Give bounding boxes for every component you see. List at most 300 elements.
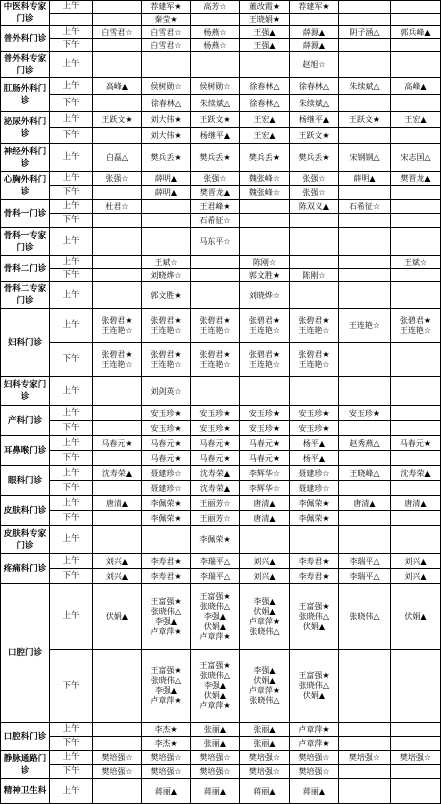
schedule-cell: 樊兵丢★ <box>290 144 339 172</box>
schedule-cell: 杨平▲ <box>290 451 339 466</box>
schedule-cell: 杨继平▲ <box>191 128 240 144</box>
schedule-cell <box>142 214 191 228</box>
schedule-cell <box>339 723 391 737</box>
schedule-cell: 薛明▲ <box>142 186 191 200</box>
schedule-cell: 安玉珍★ <box>290 406 339 421</box>
schedule-cell <box>290 584 339 650</box>
session-period: 下午 <box>50 511 93 526</box>
department-name: 骨科一专家门诊 <box>1 228 50 256</box>
schedule-cell <box>391 228 441 256</box>
schedule-row <box>1 723 441 737</box>
schedule-cell <box>93 650 142 723</box>
schedule-cell <box>191 256 240 269</box>
schedule-cell: 李杰★ <box>142 723 191 737</box>
schedule-cell <box>93 52 142 78</box>
session-period: 下午 <box>50 186 93 200</box>
schedule-cell: 唐清▲ <box>240 511 290 526</box>
schedule-cell: 樊培强☆ <box>240 765 290 779</box>
department-name: 心胸外科门诊 <box>1 172 50 200</box>
schedule-cell: 樊兵丢★ <box>142 144 191 172</box>
schedule-cell: 聂建珍☆ <box>290 466 339 481</box>
schedule-cell: 蒋丽▲ <box>290 779 339 804</box>
schedule-cell: 刘大伟★ <box>142 112 191 128</box>
schedule-cell: 白雪君☆ <box>93 26 142 39</box>
doctor-name: 王富强★ <box>150 596 182 606</box>
department-name: 中医科专家门诊 <box>1 1 50 26</box>
schedule-cell <box>93 186 142 200</box>
schedule-cell: 聂建珍☆ <box>142 466 191 481</box>
schedule-cell <box>391 282 441 309</box>
schedule-row <box>1 26 441 39</box>
schedule-cell <box>290 309 339 343</box>
schedule-cell <box>391 451 441 466</box>
session-period: 上午 <box>50 200 93 214</box>
department-name: 眼科门诊 <box>1 466 50 496</box>
schedule-cell <box>93 377 142 406</box>
doctor-name: 李强▲ <box>203 681 227 690</box>
schedule-cell <box>290 13 339 26</box>
session-period: 下午 <box>50 481 93 496</box>
schedule-cell <box>339 52 391 78</box>
schedule-cell: 李寿君★ <box>290 569 339 584</box>
schedule-cell <box>339 13 391 26</box>
schedule-cell <box>339 186 391 200</box>
schedule-cell <box>191 13 240 26</box>
schedule-cell: 马春元★ <box>93 436 142 451</box>
schedule-cell <box>93 228 142 256</box>
doctor-name: 李强▲ <box>253 666 276 675</box>
schedule-cell <box>391 406 441 421</box>
doctor-name: 王富强★ <box>199 661 231 670</box>
schedule-row <box>1 765 441 779</box>
schedule-row <box>1 128 441 144</box>
schedule-cell <box>142 526 191 554</box>
schedule-cell: 马春元★ <box>191 436 240 451</box>
schedule-row <box>1 584 441 650</box>
session-period: 上午 <box>50 1 93 14</box>
schedule-cell: 王强▲ <box>240 26 290 39</box>
doctor-name: 王富强★ <box>199 591 231 601</box>
schedule-cell <box>339 526 391 554</box>
doctor-name: 卢章萍★ <box>199 701 231 710</box>
schedule-row <box>1 269 441 282</box>
doctor-name: 王连艳☆ <box>199 359 231 369</box>
doctor-name: 张碧君★ <box>199 315 231 325</box>
schedule-cell: 刘兴▲ <box>93 554 142 569</box>
doctor-name: 张晓伟△ <box>298 611 330 621</box>
schedule-row <box>1 95 441 112</box>
doctor-name: 张晓伟△ <box>298 681 330 690</box>
schedule-cell: 安玉珍★ <box>142 421 191 436</box>
session-period: 下午 <box>50 343 93 377</box>
schedule-cell: 王斌☆ <box>391 256 441 269</box>
schedule-cell <box>339 282 391 309</box>
schedule-cell: 樊培强☆ <box>240 751 290 765</box>
schedule-cell <box>391 128 441 144</box>
schedule-cell: 张丽▲ <box>191 723 240 737</box>
schedule-cell <box>391 269 441 282</box>
schedule-cell: 白雪君☆ <box>142 39 191 52</box>
schedule-cell: 王强▲ <box>240 39 290 52</box>
schedule-cell <box>339 228 391 256</box>
schedule-cell: 李辉华☆ <box>240 481 290 496</box>
schedule-cell <box>391 737 441 751</box>
session-period: 上午 <box>50 723 93 737</box>
schedule-cell: 樊晋龙▲ <box>391 172 441 186</box>
session-period: 上午 <box>50 496 93 511</box>
schedule-cell <box>339 343 391 377</box>
schedule-cell: 唐清▲ <box>93 496 142 511</box>
schedule-cell <box>391 511 441 526</box>
session-period: 上午 <box>50 144 93 172</box>
schedule-cell <box>191 52 240 78</box>
schedule-cell <box>240 228 290 256</box>
schedule-cell: 刘兴▲ <box>240 569 290 584</box>
schedule-cell <box>93 779 142 804</box>
doctor-name: 张碧君★ <box>298 349 330 359</box>
doctor-name: 伏娟▲ <box>253 676 276 685</box>
schedule-cell: 李寿君★ <box>142 554 191 569</box>
schedule-cell: 王宏▲ <box>240 112 290 128</box>
schedule-cell: 张强☆ <box>290 172 339 186</box>
schedule-cell <box>339 95 391 112</box>
schedule-cell: 樊培强☆ <box>93 751 142 765</box>
schedule-cell <box>290 650 339 723</box>
schedule-cell <box>391 526 441 554</box>
department-name: 皮肤科专家门诊 <box>1 526 50 554</box>
doctor-name: 伏娟▲ <box>302 691 326 700</box>
session-period: 上午 <box>50 779 93 804</box>
schedule-cell: 陈刚☆ <box>240 256 290 269</box>
schedule-row <box>1 112 441 128</box>
doctor-name: 张晓伟△ <box>199 601 231 611</box>
schedule-cell: 张强☆ <box>93 172 142 186</box>
schedule-cell <box>93 526 142 554</box>
doctor-name: 张碧君★ <box>101 315 133 325</box>
schedule-cell: 刘兴▲ <box>391 554 441 569</box>
schedule-cell: 唐清▲ <box>240 496 290 511</box>
doctor-name: 王富强★ <box>298 671 330 680</box>
schedule-cell: 张丽▲ <box>240 737 290 751</box>
schedule-cell <box>93 421 142 436</box>
schedule-cell: 张强☆ <box>290 186 339 200</box>
schedule-cell <box>339 39 391 52</box>
department-name: 泌尿外科门诊 <box>1 112 50 144</box>
schedule-cell <box>93 451 142 466</box>
schedule-cell: 石希征☆ <box>191 214 240 228</box>
schedule-cell: 杨燕☆ <box>191 39 240 52</box>
schedule-body <box>1 1 441 804</box>
schedule-cell: 薛明▲ <box>142 172 191 186</box>
session-period: 上午 <box>50 751 93 765</box>
schedule-cell <box>191 377 240 406</box>
schedule-cell: 马东平☆ <box>191 228 240 256</box>
schedule-cell: 沈寿荣▲ <box>191 481 240 496</box>
session-period: 上午 <box>50 584 93 650</box>
schedule-cell <box>240 650 290 723</box>
schedule-cell: 侯树勋☆ <box>142 78 191 95</box>
session-period: 下午 <box>50 269 93 282</box>
schedule-cell <box>391 200 441 214</box>
schedule-cell: 樊培强☆ <box>191 751 240 765</box>
schedule-cell: 魏张峰☆ <box>240 186 290 200</box>
doctor-name: 张晓伟△ <box>249 696 280 705</box>
schedule-cell: 杜君☆ <box>93 200 142 214</box>
session-period: 上午 <box>50 172 93 186</box>
schedule-cell <box>93 406 142 421</box>
schedule-cell: 李辉华☆ <box>240 466 290 481</box>
doctor-name: 伏娟▲ <box>302 621 326 631</box>
schedule-cell: 马春元★ <box>391 436 441 451</box>
schedule-cell <box>191 269 240 282</box>
schedule-cell <box>339 481 391 496</box>
doctor-name: 卢章萍★ <box>150 696 182 705</box>
session-period: 下午 <box>50 421 93 436</box>
schedule-cell: 安玉珍★ <box>240 406 290 421</box>
schedule-cell: 樊培强☆ <box>290 765 339 779</box>
schedule-cell <box>93 128 142 144</box>
schedule-cell: 郭文胜★ <box>142 282 191 309</box>
schedule-cell <box>391 309 441 343</box>
doctor-name: 张碧君★ <box>150 315 182 325</box>
doctor-name: 张碧君★ <box>101 349 133 359</box>
schedule-cell <box>391 650 441 723</box>
department-name: 皮肤科门诊 <box>1 496 50 526</box>
schedule-cell: 赵秀燕△ <box>339 436 391 451</box>
doctor-name: 张碧君★ <box>298 315 330 325</box>
schedule-cell: 张强☆ <box>191 172 240 186</box>
schedule-cell: 王斌☆ <box>142 256 191 269</box>
schedule-cell <box>93 1 142 14</box>
session-period: 下午 <box>50 95 93 112</box>
schedule-cell: 王丽芳☆ <box>191 496 240 511</box>
schedule-cell: 王宏▲ <box>240 128 290 144</box>
session-period: 下午 <box>50 737 93 751</box>
schedule-cell: 白磊△ <box>93 144 142 172</box>
schedule-cell <box>391 214 441 228</box>
schedule-row <box>1 377 441 406</box>
doctor-name: 张晓伟△ <box>150 676 182 685</box>
schedule-row <box>1 436 441 451</box>
schedule-row <box>1 466 441 481</box>
schedule-cell: 安玉珍★ <box>240 421 290 436</box>
department-name: 普外科专家门诊 <box>1 52 50 78</box>
doctor-name: 王连艳☆ <box>101 325 133 335</box>
schedule-cell <box>391 1 441 14</box>
schedule-cell: 白雪君☆ <box>142 26 191 39</box>
session-period: 上午 <box>50 256 93 269</box>
schedule-cell: 李瑞平△ <box>191 569 240 584</box>
schedule-cell <box>93 214 142 228</box>
schedule-cell: 聂建珍☆ <box>142 481 191 496</box>
schedule-cell <box>290 228 339 256</box>
schedule-cell <box>339 214 391 228</box>
schedule-cell: 王晓娟★ <box>240 13 290 26</box>
schedule-cell <box>339 451 391 466</box>
schedule-cell <box>240 343 290 377</box>
department-name: 疼痛科门诊 <box>1 554 50 584</box>
schedule-cell: 王跃文★ <box>339 112 391 128</box>
schedule-cell: 张晓伟△ <box>339 584 391 650</box>
schedule-cell: 王晓峰△ <box>339 466 391 481</box>
schedule-cell: 王宏▲ <box>391 112 441 128</box>
department-name: 妇科专家门诊 <box>1 377 50 406</box>
schedule-cell: 王跃文★ <box>290 128 339 144</box>
session-period: 上午 <box>50 112 93 128</box>
schedule-cell: 聂建珍☆ <box>290 481 339 496</box>
schedule-cell <box>391 39 441 52</box>
schedule-cell <box>339 1 391 14</box>
schedule-cell <box>191 584 240 650</box>
schedule-cell: 安玉珍★ <box>290 421 339 436</box>
schedule-cell: 安玉珍★ <box>191 421 240 436</box>
doctor-name: 李强▲ <box>253 596 276 606</box>
session-period: 上午 <box>50 377 93 406</box>
schedule-row <box>1 52 441 78</box>
schedule-cell: 马春元★ <box>142 451 191 466</box>
session-period: 上午 <box>50 228 93 256</box>
schedule-cell <box>93 269 142 282</box>
schedule-cell: 蒋丽▲ <box>142 779 191 804</box>
schedule-row <box>1 343 441 377</box>
doctor-name: 张碧君★ <box>150 349 182 359</box>
schedule-cell: 李瑞平△ <box>191 554 240 569</box>
schedule-cell: 樊晋龙▲ <box>191 186 240 200</box>
doctor-name: 王连艳☆ <box>298 325 330 335</box>
schedule-cell <box>290 377 339 406</box>
schedule-cell: 徐春林△ <box>240 95 290 112</box>
schedule-cell <box>339 779 391 804</box>
doctor-name: 王连艳☆ <box>298 359 330 369</box>
schedule-cell: 王君峰★ <box>191 200 240 214</box>
schedule-cell: 李佩荣★ <box>191 526 240 554</box>
schedule-row <box>1 737 441 751</box>
schedule-cell <box>240 377 290 406</box>
schedule-cell: 董改霞★ <box>240 1 290 14</box>
schedule-cell: 卢章萍★ <box>290 737 339 751</box>
session-period: 上午 <box>50 406 93 421</box>
schedule-cell: 朱续斌△ <box>290 95 339 112</box>
doctor-name: 王连艳☆ <box>101 359 133 369</box>
doctor-name: 张晓伟△ <box>150 606 182 616</box>
schedule-cell: 李瑞平△ <box>339 554 391 569</box>
department-name: 精神卫生科 <box>1 779 50 804</box>
schedule-cell <box>142 650 191 723</box>
schedule-cell: 樊兵丢★ <box>240 144 290 172</box>
schedule-cell <box>93 282 142 309</box>
schedule-row <box>1 779 441 804</box>
schedule-cell: 李寿君★ <box>290 554 339 569</box>
doctor-name: 王连艳☆ <box>150 325 182 335</box>
department-name: 骨科二门诊 <box>1 256 50 282</box>
department-name: 妇科门诊 <box>1 309 50 377</box>
schedule-cell <box>93 39 142 52</box>
schedule-cell <box>290 343 339 377</box>
schedule-row <box>1 451 441 466</box>
schedule-row <box>1 554 441 569</box>
schedule-cell: 马春元★ <box>142 436 191 451</box>
doctor-name: 李强▲ <box>154 686 178 695</box>
schedule-cell: 李杰★ <box>142 737 191 751</box>
doctor-name: 王富强★ <box>298 601 330 611</box>
schedule-cell <box>339 765 391 779</box>
department-name: 口腔科门诊 <box>1 723 50 751</box>
schedule-cell: 杨平▲ <box>290 436 339 451</box>
schedule-cell: 薛源▲ <box>290 26 339 39</box>
doctor-name: 张碧君★ <box>248 315 281 325</box>
doctor-name: 张晓伟△ <box>249 626 280 636</box>
schedule-cell: 刘晓烨☆ <box>142 269 191 282</box>
schedule-cell: 高峰▲ <box>391 78 441 95</box>
doctor-name: 伏娟▲ <box>253 606 276 616</box>
schedule-cell <box>142 228 191 256</box>
schedule-cell <box>391 52 441 78</box>
schedule-cell <box>290 256 339 269</box>
schedule-cell <box>391 186 441 200</box>
schedule-cell <box>290 526 339 554</box>
session-period <box>50 13 93 26</box>
schedule-cell <box>142 584 191 650</box>
schedule-cell <box>142 52 191 78</box>
schedule-cell: 唐清▲ <box>339 496 391 511</box>
schedule-cell <box>391 421 441 436</box>
doctor-name: 伏娟▲ <box>203 621 227 631</box>
session-period: 上午 <box>50 282 93 309</box>
department-name: 肛肠外科门诊 <box>1 78 50 112</box>
schedule-cell <box>240 214 290 228</box>
schedule-row <box>1 256 441 269</box>
schedule-row <box>1 406 441 421</box>
doctor-name: 王连艳☆ <box>399 325 432 335</box>
session-period: 上午 <box>50 554 93 569</box>
schedule-cell <box>142 200 191 214</box>
schedule-row <box>1 481 441 496</box>
doctor-name: 张晓伟△ <box>199 671 231 680</box>
schedule-cell: 刘兴▲ <box>391 569 441 584</box>
doctor-name: 李强▲ <box>203 611 227 621</box>
session-period: 下午 <box>50 39 93 52</box>
doctor-name: 王连艳☆ <box>199 325 231 335</box>
schedule-cell: 李佩荣★ <box>290 511 339 526</box>
doctor-name: 王连艳☆ <box>248 325 281 335</box>
schedule-cell: 张丽▲ <box>240 723 290 737</box>
schedule-cell: 安玉珍★ <box>191 406 240 421</box>
schedule-cell <box>339 511 391 526</box>
schedule-cell <box>240 309 290 343</box>
schedule-cell: 樊培强☆ <box>191 765 240 779</box>
session-period: 上午 <box>50 526 93 554</box>
schedule-cell: 郭文胜★ <box>240 269 290 282</box>
schedule-cell: 荐建军★ <box>142 1 191 14</box>
schedule-cell <box>93 723 142 737</box>
schedule-cell: 樊兵丢★ <box>191 144 240 172</box>
schedule-cell: 伏娟▲ <box>93 584 142 650</box>
schedule-cell: 徐春林△ <box>142 95 191 112</box>
schedule-cell: 刘兴▲ <box>93 569 142 584</box>
schedule-cell: 宋钢钢△ <box>339 144 391 172</box>
schedule-cell: 李佩荣★ <box>142 496 191 511</box>
schedule-cell <box>290 282 339 309</box>
schedule-cell: 朱续斌△ <box>191 95 240 112</box>
schedule-cell: 安玉珍★ <box>339 406 391 421</box>
schedule-cell <box>290 214 339 228</box>
schedule-cell: 刘兴▲ <box>240 554 290 569</box>
schedule-cell: 秦莹★ <box>142 13 191 26</box>
doctor-name: 伏娟▲ <box>203 691 227 700</box>
schedule-cell <box>93 309 142 343</box>
schedule-cell: 高峰▲ <box>93 78 142 95</box>
session-period: 下午 <box>50 451 93 466</box>
